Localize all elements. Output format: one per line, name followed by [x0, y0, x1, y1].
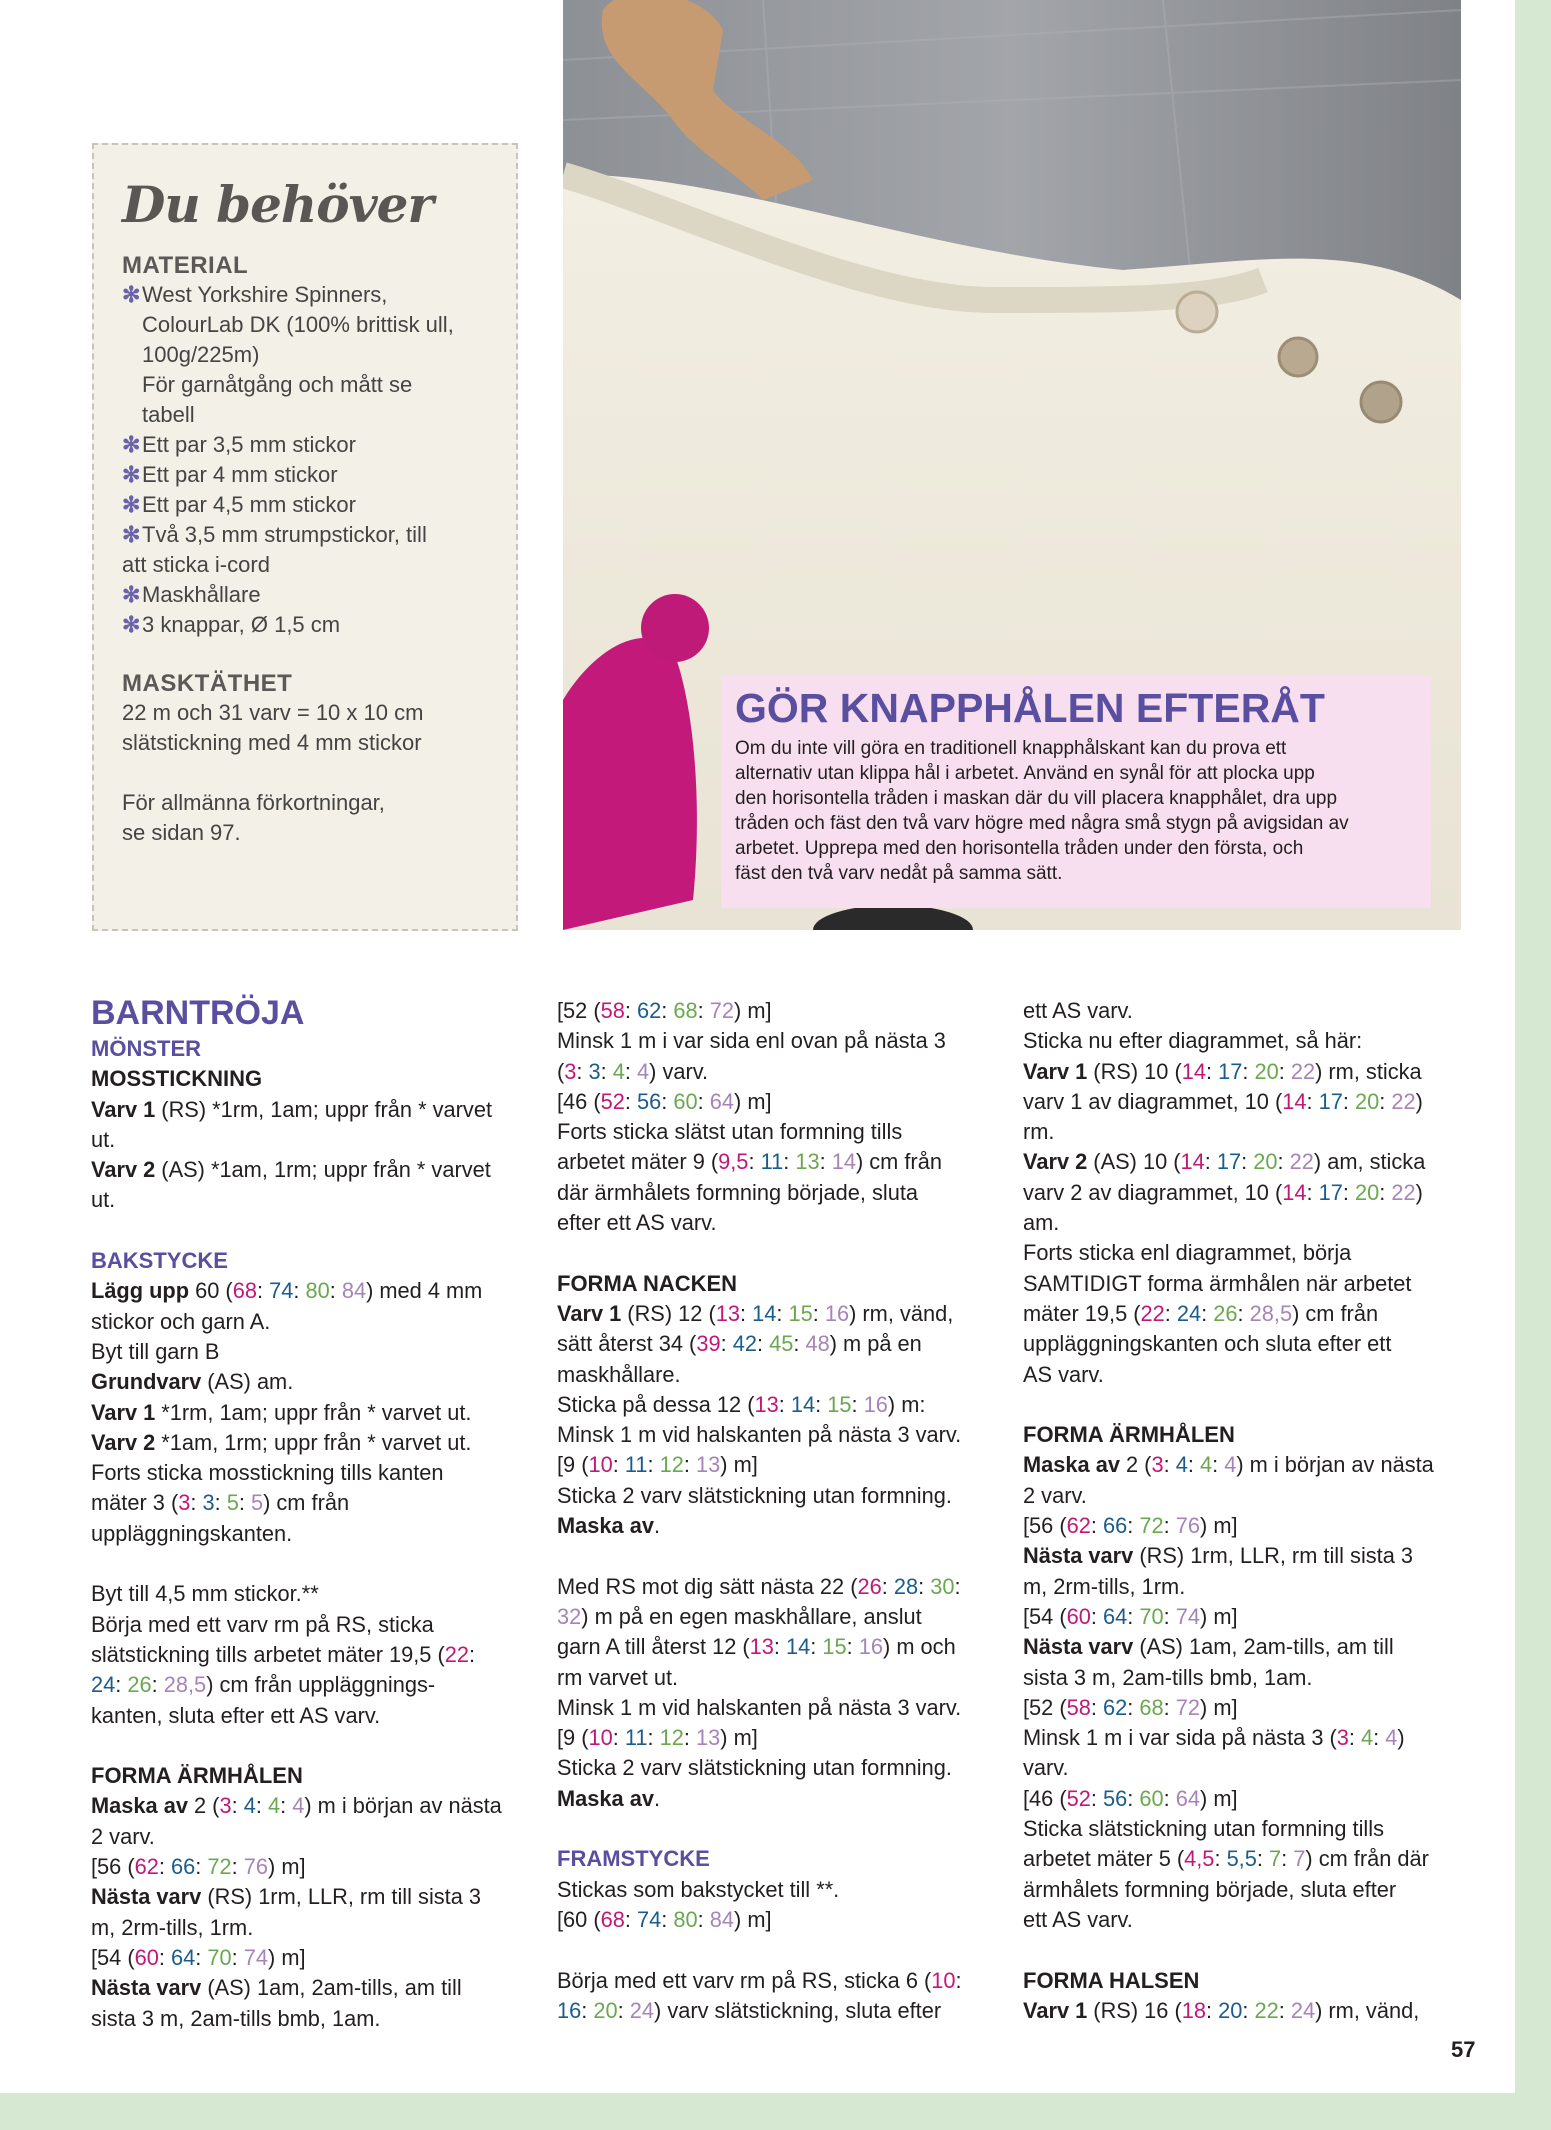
section-heading: FORMA NACKEN — [557, 1270, 738, 1296]
text-line: kanten, sluta efter ett AS varv. — [91, 1702, 381, 1728]
material-list — [122, 280, 516, 640]
section-heading: FRAMSTYCKE — [557, 1846, 710, 1872]
text-line: Varv 1 (RS) *1rm, 1am; uppr från * varvet — [91, 1096, 492, 1122]
text-line: Nästa varv (AS) 1am, 2am-tills, am till — [1023, 1634, 1394, 1660]
text-line: Minsk 1 m vid halskanten på nästa 3 varv. — [557, 1694, 962, 1720]
text-line: Varv 2 (AS) 10 (14: 17: 20: 22) am, sticka — [1023, 1149, 1426, 1175]
text-line: [52 (58: 62: 68: 72) m] — [1023, 1694, 1238, 1720]
column-3 — [1023, 996, 1473, 2026]
text-line: m, 2rm-tills, 1rm. — [91, 1914, 254, 1940]
text-line: Stickas som bakstycket till **. — [557, 1876, 840, 1902]
text-line: rm varvet ut. — [557, 1664, 679, 1690]
text-line: [56 (62: 66: 72: 76) m] — [91, 1854, 306, 1880]
pattern-title: BARNTRÖJA — [91, 994, 305, 1032]
text-line: mäter 3 (3: 3: 5: 5) cm från — [91, 1490, 350, 1516]
text-line: Sticka på dessa 12 (13: 14: 15: 16) m: — [557, 1391, 926, 1417]
text-line: Forts sticka slätst utan formning tills — [557, 1119, 903, 1145]
text-line: ett AS varv. — [1023, 998, 1133, 1023]
text-line: Varv 1 (RS) 10 (14: 17: 20: 22) rm, sticka — [1023, 1058, 1422, 1084]
list-item: ✻ 3 knappar, Ø 1,5 cm — [122, 610, 516, 640]
column-2 — [557, 996, 1007, 2026]
list-item: ✻ Ett par 4,5 mm stickor — [122, 490, 516, 520]
text-line: ut. — [91, 1126, 116, 1152]
list-item: ✻ Ett par 4 mm stickor — [122, 460, 516, 490]
text-line: där ärmhålets formning började, sluta — [557, 1179, 919, 1205]
text-line: sätt återst 34 (39: 42: 45: 48) m på en — [557, 1331, 922, 1357]
text-line: sista 3 m, 2am-tills bmb, 1am. — [91, 2005, 381, 2031]
gauge-heading: MASKTÄTHET — [122, 670, 293, 697]
text-line: [60 (68: 74: 80: 84) m] — [557, 1906, 772, 1932]
text-line: Sticka nu efter diagrammet, så här: — [1023, 1028, 1363, 1054]
asterisk-icon: ✻ — [122, 522, 141, 547]
text-line: [9 (10: 11: 12: 13) m] — [557, 1725, 758, 1751]
section-heading: FORMA HALSEN — [1023, 1967, 1200, 1993]
text-line: rm. — [1023, 1119, 1055, 1145]
text-line: m, 2rm-tills, 1rm. — [1023, 1573, 1186, 1599]
page-number: 57 — [1451, 2037, 1476, 2062]
text-line: Varv 2 (AS) *1am, 1rm; uppr från * varvet — [91, 1157, 491, 1183]
text-line: 2 varv. — [1023, 1482, 1087, 1508]
text-line: [52 (58: 62: 68: 72) m] — [557, 998, 772, 1023]
text-line: Maska av. — [557, 1513, 661, 1539]
text-line: ett AS varv. — [1023, 1906, 1133, 1932]
tip-title: GÖR KNAPPHÅLEN EFTERÅT — [735, 685, 1325, 731]
text-line: Byt till 4,5 mm stickor.** — [91, 1581, 319, 1607]
material-heading: MATERIAL — [122, 252, 249, 279]
text-line: [9 (10: 11: 12: 13) m] — [557, 1452, 758, 1478]
column-1 — [91, 996, 541, 2034]
asterisk-icon: ✻ — [122, 492, 141, 517]
list-item: ✻ West Yorkshire Spinners, ColourLab DK (100% brittisk ull, 100g/225m) För garnåtgång och mått se tabell — [122, 282, 454, 427]
abbreviation-note: För allmänna förkortningar, se sidan 97. — [122, 790, 385, 845]
text-line: Varv 1 (RS) 12 (13: 14: 15: 16) rm, vänd, — [557, 1300, 954, 1326]
text-line: Nästa varv (AS) 1am, 2am-tills, am till — [91, 1975, 462, 2001]
text-line: Nästa varv (RS) 1rm, LLR, rm till sista 3 — [91, 1884, 482, 1910]
text-line: [56 (62: 66: 72: 76) m] — [1023, 1513, 1238, 1539]
text-line: 32) m på en egen maskhållare, anslut — [557, 1603, 922, 1629]
text-line: uppläggningskanten och sluta efter ett — [1023, 1331, 1392, 1357]
text-line: Maska av 2 (3: 4: 4: 4) m i början av nästa — [91, 1793, 502, 1819]
text-line: varv. — [1023, 1755, 1069, 1781]
list-item: ✻ Maskhållare — [122, 580, 516, 610]
gauge-text: 22 m och 31 varv = 10 x 10 cm slätstickning med 4 mm stickor — [122, 700, 424, 755]
text-line: arbetet mäter 9 (9,5: 11: 13: 14) cm från — [557, 1149, 942, 1175]
text-line: Med RS mot dig sätt nästa 22 (26: 28: 30: — [557, 1573, 961, 1599]
text-line: Minsk 1 m i var sida på nästa 3 (3: 4: 4) — [1023, 1725, 1405, 1751]
text-line: uppläggningskanten. — [91, 1520, 293, 1546]
text-line: mäter 19,5 (22: 24: 26: 28,5) cm från — [1023, 1300, 1379, 1326]
text-line: AS varv. — [1023, 1361, 1104, 1387]
text-line: ut. — [91, 1187, 116, 1213]
text-line: Sticka slätstickning utan formning tills — [1023, 1816, 1385, 1842]
text-line: varv 2 av diagrammet, 10 (14: 17: 20: 22) — [1023, 1179, 1423, 1205]
text-line: Sticka 2 varv slätstickning utan formning. — [557, 1755, 952, 1781]
text-line: [54 (60: 64: 70: 74) m] — [91, 1944, 306, 1970]
text-line: Byt till garn B — [91, 1338, 220, 1364]
text-line: Nästa varv (RS) 1rm, LLR, rm till sista 3 — [1023, 1543, 1414, 1569]
text-line: [46 (52: 56: 60: 64) m] — [1023, 1785, 1238, 1811]
text-line: Lägg upp 60 (68: 74: 80: 84) med 4 mm — [91, 1278, 483, 1304]
text-line: efter ett AS varv. — [557, 1210, 717, 1236]
tip-text: Om du inte vill göra en traditionell knapphålskant kan du prova ett alternativ utan klippa hål i arbetet. Använd en synål för att plocka upp den horisontella tråden i maskan där du vill placera knapphålet, dra upp tråden och fäst den två varv högre med några små stygn på avigsidan av arbetet. Upprepa med den horisontella tråden under den första, och fäst den två varv nedåt på samma sätt. — [735, 738, 1349, 884]
section-heading: FORMA ÄRMHÅLEN — [1023, 1422, 1235, 1448]
text-line: [54 (60: 64: 70: 74) m] — [1023, 1603, 1238, 1629]
text-line: stickor och garn A. — [91, 1308, 271, 1334]
asterisk-icon: ✻ — [122, 432, 141, 457]
text-line: 16: 20: 24) varv slätstickning, sluta efter — [557, 1997, 942, 2023]
text-line: slätstickning tills arbetet mäter 19,5 (22: — [91, 1641, 476, 1667]
text-line: Börja med ett varv rm på RS, sticka — [91, 1611, 434, 1637]
asterisk-icon: ✻ — [122, 462, 141, 487]
text-line: Minsk 1 m i var sida enl ovan på nästa 3 — [557, 1028, 946, 1054]
text-line: Varv 1 (RS) 16 (18: 20: 22: 24) rm, vänd, — [1023, 1997, 1420, 2023]
pattern-subheading: MÖNSTER — [91, 1036, 201, 1061]
asterisk-icon: ✻ — [122, 582, 141, 607]
text-line: Varv 2 *1am, 1rm; uppr från * varvet ut. — [91, 1429, 472, 1455]
list-item: ✻ Ett par 3,5 mm stickor — [122, 430, 516, 460]
text-line: SAMTIDIGT forma ärmhålen när arbetet — [1023, 1270, 1412, 1296]
materials-box — [92, 143, 518, 931]
section-heading: MOSSTICKNING — [91, 1066, 263, 1092]
asterisk-icon: ✻ — [122, 282, 141, 307]
text-line: Börja med ett varv rm på RS, sticka 6 (10: — [557, 1967, 962, 1993]
materials-title: Du behöver — [122, 175, 433, 234]
text-line: Maska av. — [557, 1785, 661, 1811]
asterisk-icon: ✻ — [122, 612, 141, 637]
text-line: (3: 3: 4: 4) varv. — [557, 1058, 709, 1084]
section-heading: BAKSTYCKE — [91, 1248, 228, 1274]
text-line: varv 1 av diagrammet, 10 (14: 17: 20: 22) — [1023, 1088, 1423, 1114]
text-line: garn A till återst 12 (13: 14: 15: 16) m och — [557, 1634, 956, 1660]
tip-box — [721, 676, 1431, 908]
text-line: Forts sticka mosstickning tills kanten — [91, 1460, 444, 1486]
list-item: ✻ Två 3,5 mm strumpstickor, till att sticka i-cord — [122, 522, 427, 577]
section-heading: FORMA ÄRMHÅLEN — [91, 1763, 303, 1789]
text-line: 2 varv. — [91, 1823, 155, 1849]
text-line: am. — [1023, 1210, 1060, 1236]
text-line: Maska av 2 (3: 4: 4: 4) m i början av nästa — [1023, 1452, 1434, 1478]
text-line: maskhållare. — [557, 1361, 681, 1387]
text-line: arbetet mäter 5 (4,5: 5,5: 7: 7) cm från där — [1023, 1846, 1429, 1872]
text-line: 24: 26: 28,5) cm från uppläggnings- — [91, 1672, 436, 1698]
text-line: Grundvarv (AS) am. — [91, 1369, 294, 1395]
text-line: ärmhålets formning började, sluta efter — [1023, 1876, 1397, 1902]
text-line: Sticka 2 varv slätstickning utan formning. — [557, 1482, 952, 1508]
text-line: Forts sticka enl diagrammet, börja — [1023, 1240, 1352, 1266]
text-line: Varv 1 *1rm, 1am; uppr från * varvet ut. — [91, 1399, 472, 1425]
text-line: sista 3 m, 2am-tills bmb, 1am. — [1023, 1664, 1313, 1690]
text-line: Minsk 1 m vid halskanten på nästa 3 varv. — [557, 1422, 962, 1448]
text-line: [46 (52: 56: 60: 64) m] — [557, 1088, 772, 1114]
